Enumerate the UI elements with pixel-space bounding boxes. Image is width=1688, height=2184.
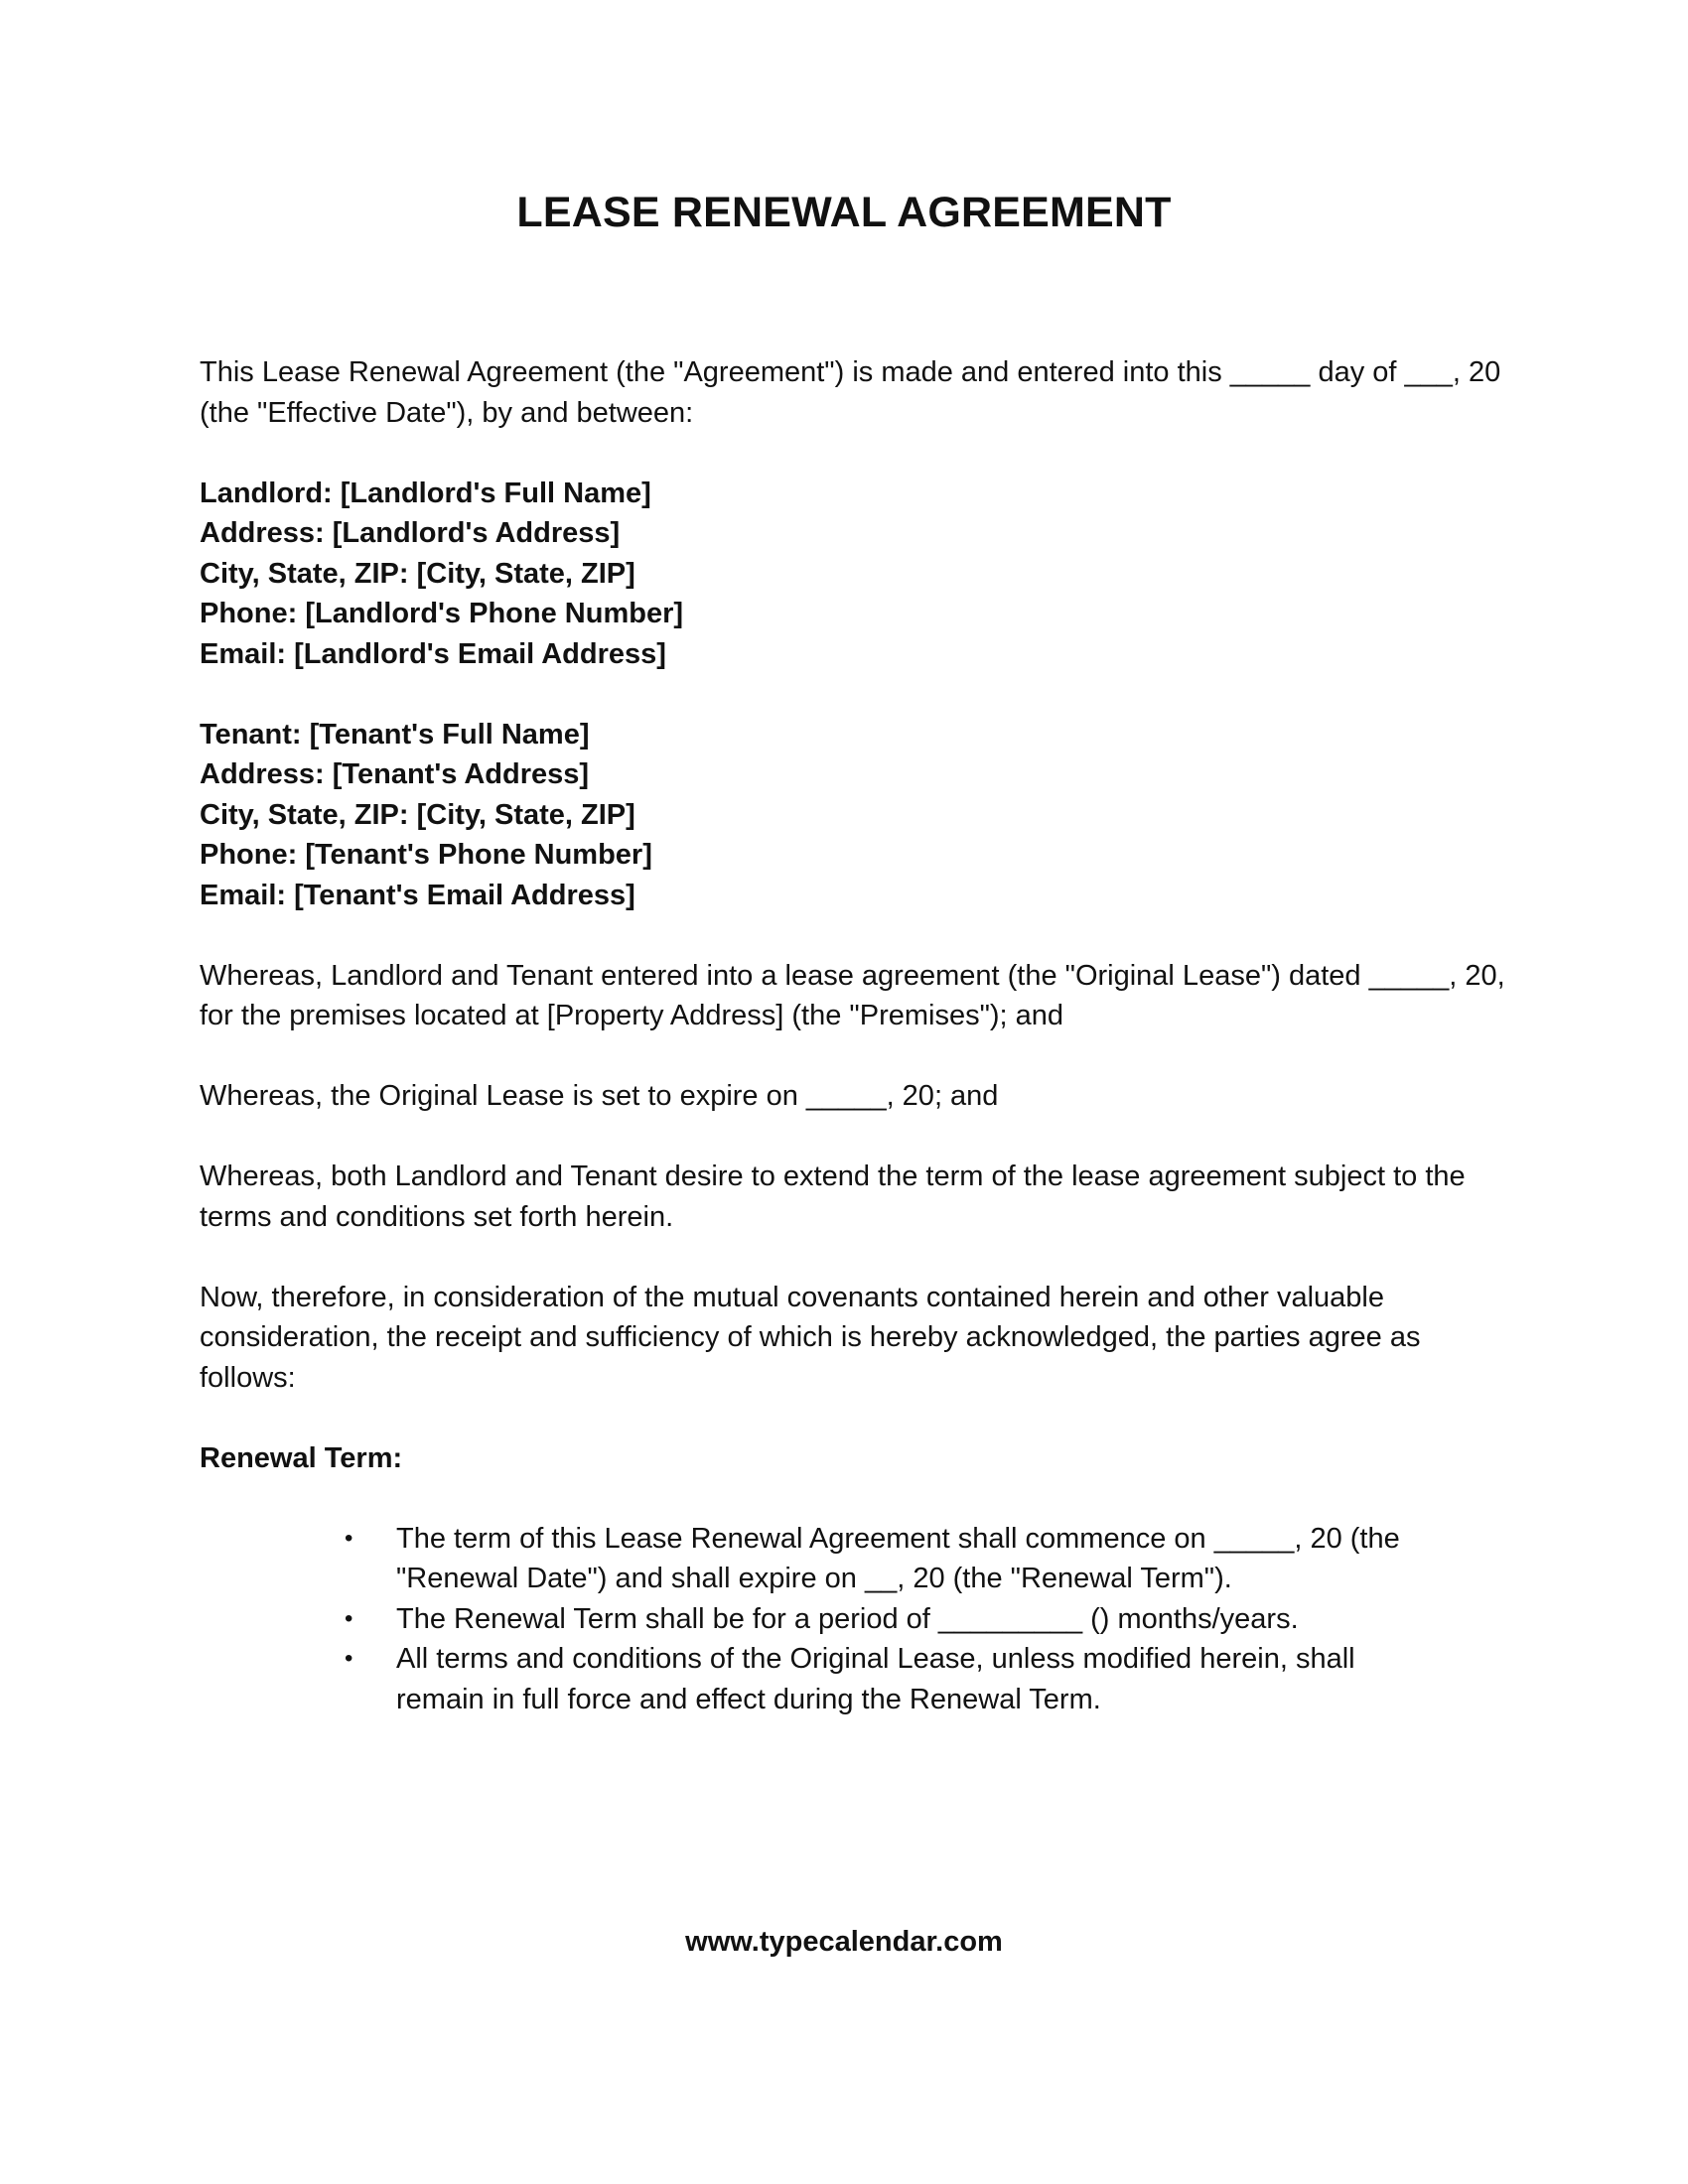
landlord-info-block <box>200 474 1510 675</box>
whereas-expiration: Whereas, the Original Lease is set to expire on _____, 20; and <box>200 1080 999 1112</box>
renewal-item-text: The Renewal Term shall be for a period of _________ () months/years. <box>396 1602 1299 1635</box>
tenant-info-block <box>200 715 1510 916</box>
whereas-extend-term: Whereas, both Landlord and Tenant desire to extend the term of the lease agreement subject to the terms and conditions set forth herein. <box>200 1160 1466 1233</box>
bullet-icon: • <box>345 1645 353 1672</box>
document-title: LEASE RENEWAL AGREEMENT <box>516 189 1172 236</box>
tenant-phone: Phone: [Tenant's Phone Number] <box>200 839 652 871</box>
list-item <box>345 1639 1449 1719</box>
document-body <box>200 352 1510 1719</box>
whereas-original-lease: Whereas, Landlord and Tenant entered into a lease agreement (the "Original Lease") dated _____, 20, for the premises located at [Property Address] (the "Premises"); and <box>200 959 1505 1031</box>
tenant-email: Email: [Tenant's Email Address] <box>200 879 635 911</box>
landlord-name: Landlord: [Landlord's Full Name] <box>200 477 651 509</box>
list-item <box>345 1599 1449 1640</box>
now-therefore-paragraph: Now, therefore, in consideration of the mutual covenants contained herein and other valuable consideration, the receipt and sufficiency of which is hereby acknowledged, the parties agree as follows: <box>200 1281 1421 1394</box>
landlord-address: Address: [Landlord's Address] <box>200 517 621 549</box>
bullet-icon: • <box>345 1524 353 1552</box>
tenant-name: Tenant: [Tenant's Full Name] <box>200 718 590 751</box>
tenant-city-state-zip: City, State, ZIP: [City, State, ZIP] <box>200 798 635 831</box>
renewal-item-text: The term of this Lease Renewal Agreement shall commence on _____, 20 (the "Renewal Date") and shall expire on __, 20 (the "Renewal Term"). <box>396 1522 1400 1594</box>
landlord-email: Email: [Landlord's Email Address] <box>200 637 666 670</box>
landlord-city-state-zip: City, State, ZIP: [City, State, ZIP] <box>200 557 635 590</box>
landlord-phone: Phone: [Landlord's Phone Number] <box>200 598 684 629</box>
renewal-term-heading: Renewal Term: <box>200 1441 403 1474</box>
renewal-term-list <box>200 1519 1510 1720</box>
renewal-item-text: All terms and conditions of the Original Lease, unless modified herein, shall remain in full force and effect during the Renewal Term. <box>396 1643 1355 1715</box>
footer-website-link[interactable]: www.typecalendar.com <box>685 1926 1003 1958</box>
intro-paragraph: This Lease Renewal Agreement (the "Agreement") is made and entered into this _____ day of ___, 20 (the "Effective Date"), by and between: <box>200 356 1501 429</box>
list-item <box>345 1519 1449 1599</box>
tenant-address: Address: [Tenant's Address] <box>200 758 590 790</box>
bullet-icon: • <box>345 1604 353 1632</box>
